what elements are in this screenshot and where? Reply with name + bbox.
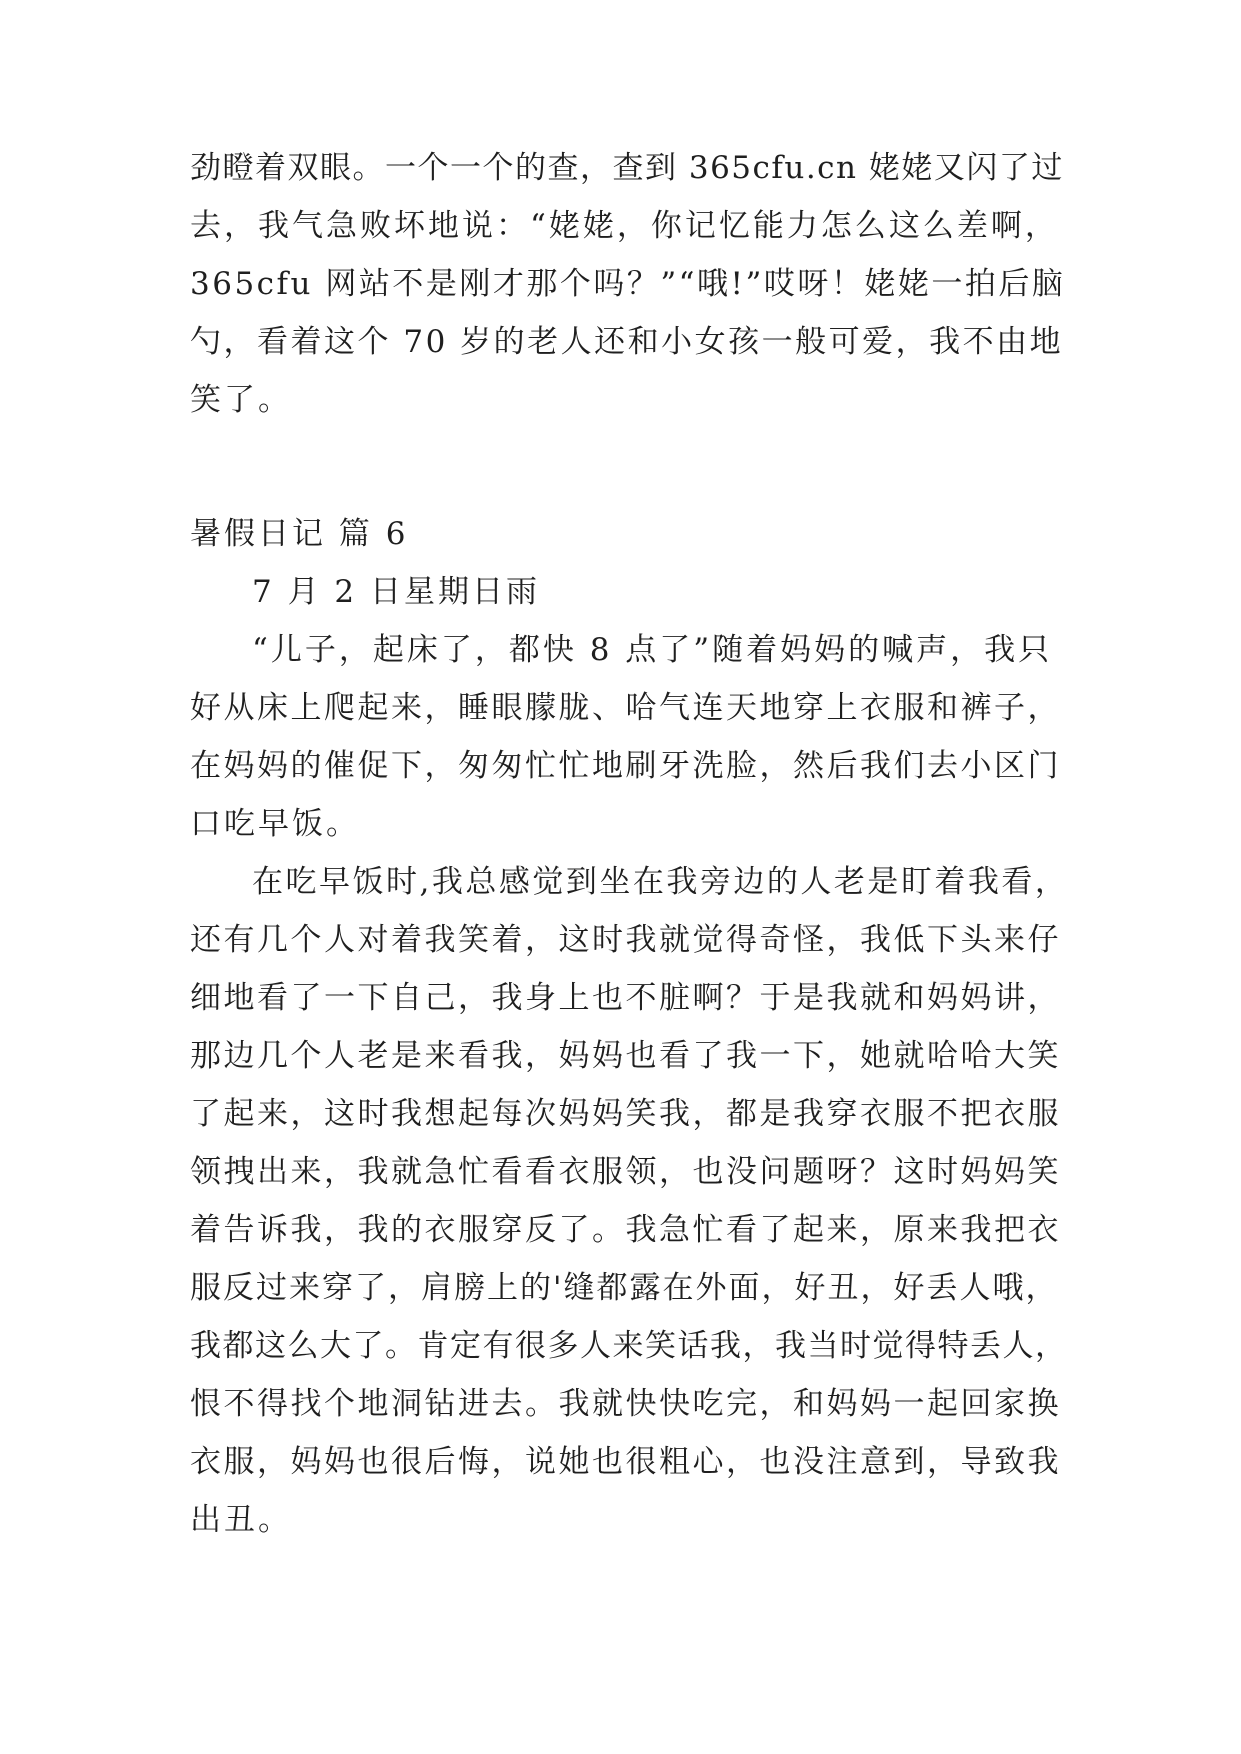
paragraph-2-line-3: 在妈妈的催促下，匆匆忙忙地刷牙洗脸，然后我们去小区门 [190, 748, 1061, 784]
paragraph-1-line-4: 勺，看着这个 70 岁的老人还和小女孩一般可爱，我不由地 [190, 324, 1064, 360]
paragraph-1-line-3: 365cfu 网站不是刚才那个吗？”“哦!”哎呀！姥姥一拍后脑 [190, 266, 1066, 302]
paragraph-1-line-2: 去，我气急败坏地说：“姥姥，你记忆能力怎么这么差啊， [190, 208, 1059, 244]
paragraph-3-line-5: 了起来，这时我想起每次妈妈笑我，都是我穿衣服不把衣服 [190, 1096, 1061, 1132]
paragraph-3-line-6: 领拽出来，我就急忙看看衣服领，也没问题呀？这时妈妈笑 [190, 1154, 1061, 1190]
paragraph-3-line-12: 出丑。 [190, 1502, 292, 1538]
paragraph-2-line-1: “儿子，起床了，都快 8 点了”随着妈妈的喊声，我只 [252, 632, 1053, 668]
paragraph-3-line-8: 服反过来穿了，肩膀上的'缝都露在外面，好丑，好丢人哦， [190, 1270, 1059, 1306]
paragraph-3-line-1: 在吃早饭时,我总感觉到坐在我旁边的人老是盯着我看， [252, 864, 1069, 900]
paragraph-3-line-10: 恨不得找个地洞钻进去。我就快快吃完，和妈妈一起回家换 [190, 1386, 1061, 1422]
paragraph-1-line-5: 笑了。 [190, 382, 292, 418]
date-line: 7 月 2 日星期日雨 [252, 574, 541, 610]
paragraph-3-line-7: 着告诉我，我的衣服穿反了。我急忙看了起来，原来我把衣 [190, 1212, 1061, 1248]
section-heading: 暑假日记 篇 6 [190, 516, 409, 552]
paragraph-2-line-2: 好从床上爬起来，睡眼朦胧、哈气连天地穿上衣服和裤子， [190, 690, 1061, 726]
paragraph-3-line-2: 还有几个人对着我笑着，这时我就觉得奇怪，我低下头来仔 [190, 922, 1061, 958]
paragraph-3-line-9: 我都这么大了。肯定有很多人来笑话我，我当时觉得特丢人， [190, 1328, 1068, 1364]
paragraph-2-line-4: 口吃早饭。 [190, 806, 360, 842]
paragraph-3-line-3: 细地看了一下自己，我身上也不脏啊？于是我就和妈妈讲， [190, 980, 1061, 1016]
paragraph-1-line-1: 劲瞪着双眼。一个一个的查，查到 365cfu.cn 姥姥又闪了过 [190, 150, 1064, 186]
paragraph-3-line-4: 那边几个人老是来看我，妈妈也看了我一下，她就哈哈大笑 [190, 1038, 1061, 1074]
paragraph-3-line-11: 衣服，妈妈也很后悔，说她也很粗心，也没注意到，导致我 [190, 1444, 1061, 1480]
